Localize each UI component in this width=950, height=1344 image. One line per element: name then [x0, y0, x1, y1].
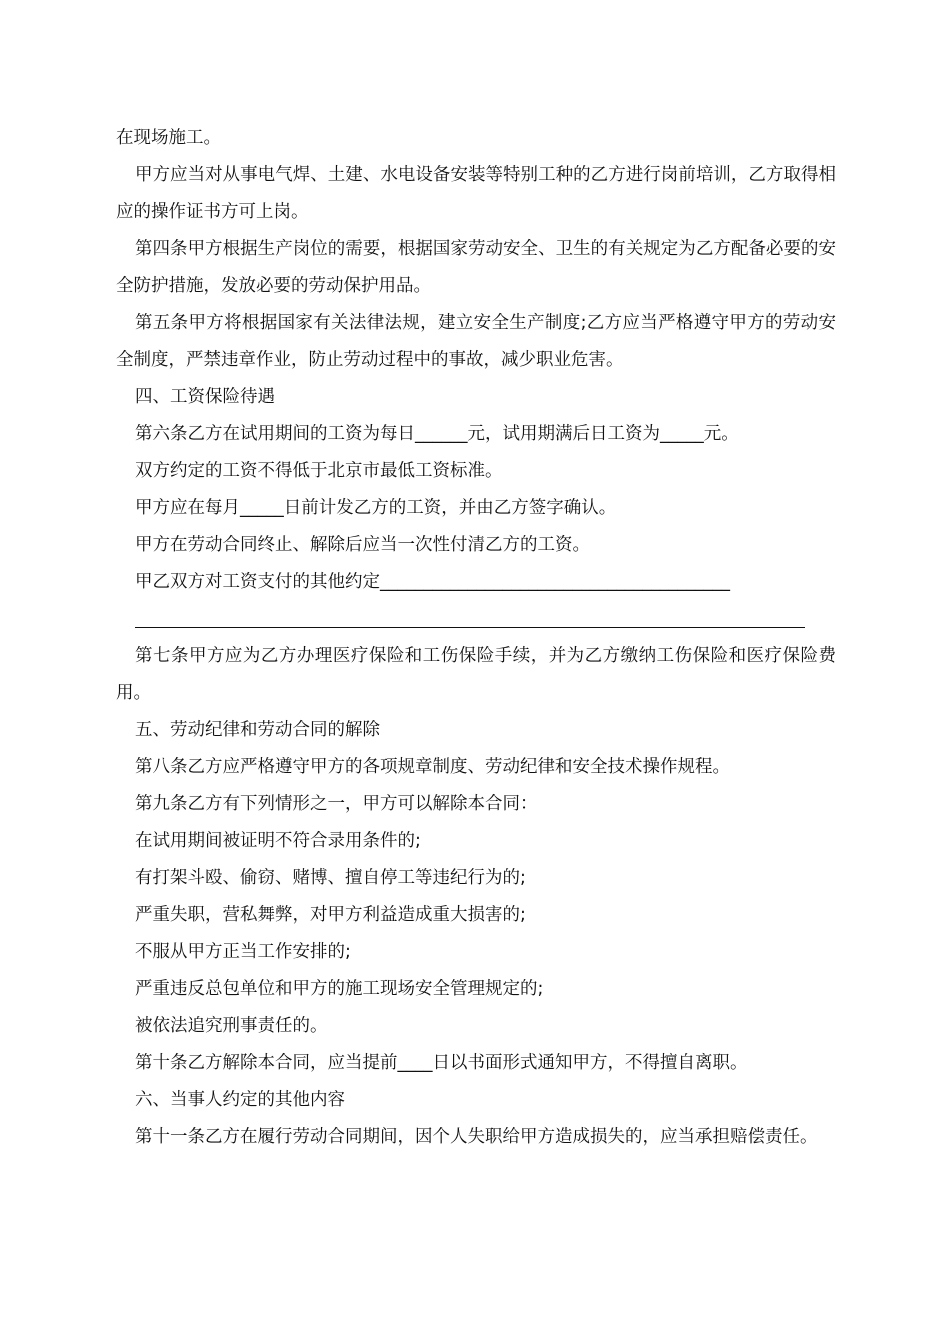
- paragraph-training: 甲方应当对从事电气焊、土建、水电设备安装等特别工种的乙方进行岗前培训，乙方取得相应的操作证书方可上岗。: [116, 165, 836, 222]
- paragraph-other-agreement: 甲乙双方对工资支付的其他约定________________________________________: [135, 572, 730, 592]
- article-9: 第九条乙方有下列情形之一，甲方可以解除本合同：: [135, 794, 538, 814]
- article-10: 第十条乙方解除本合同，应当提前____日以书面形式通知甲方，不得擅自离职。: [135, 1053, 748, 1073]
- section-heading-wages: 四、工资保险待遇: [135, 387, 275, 407]
- list-item: 有打架斗殴、偷窃、赌博、擅自停工等违纪行为的;: [135, 868, 526, 888]
- article-6: 第六条乙方在试用期间的工资为每日______元，试用期满后日工资为_____元。: [135, 424, 739, 444]
- underline-rule: [135, 627, 805, 628]
- article-7: 第七条甲方应为乙方办理医疗保险和工伤保险手续，并为乙方缴纳工伤保险和医疗保险费用。: [116, 646, 836, 703]
- list-item: 在试用期间被证明不符合录用条件的;: [135, 831, 421, 851]
- section-heading-other: 六、当事人约定的其他内容: [135, 1090, 345, 1110]
- document-body: [116, 120, 836, 1156]
- article-11: 第十一条乙方在履行劳动合同期间，因个人失职给甲方造成损失的，应当承担赔偿责任。: [135, 1127, 818, 1147]
- article-8: 第八条乙方应严格遵守甲方的各项规章制度、劳动纪律和安全技术操作规程。: [135, 757, 730, 777]
- paragraph-final-pay: 甲方在劳动合同终止、解除后应当一次性付清乙方的工资。: [135, 535, 590, 555]
- paragraph-continuation: 在现场施工。: [116, 128, 221, 148]
- article-5: 第五条甲方将根据国家有关法律法规，建立安全生产制度;乙方应当严格遵守甲方的劳动安全制度，严禁违章作业，防止劳动过程中的事故，减少职业危害。: [116, 313, 836, 370]
- list-item: 严重失职，营私舞弊，对甲方利益造成重大损害的;: [135, 905, 526, 925]
- section-heading-discipline: 五、劳动纪律和劳动合同的解除: [135, 720, 380, 740]
- list-item: 不服从甲方正当工作安排的;: [135, 942, 351, 962]
- paragraph-minimum-wage: 双方约定的工资不得低于北京市最低工资标准。: [135, 461, 503, 481]
- list-item: 严重违反总包单位和甲方的施工现场安全管理规定的;: [135, 979, 544, 999]
- list-item: 被依法追究刑事责任的。: [135, 1016, 328, 1036]
- fill-in-line: [116, 601, 836, 638]
- paragraph-pay-date: 甲方应在每月_____日前计发乙方的工资，并由乙方签字确认。: [135, 498, 617, 518]
- article-4: 第四条甲方根据生产岗位的需要，根据国家劳动安全、卫生的有关规定为乙方配备必要的安全防护措施，发放必要的劳动保护用品。: [116, 239, 836, 296]
